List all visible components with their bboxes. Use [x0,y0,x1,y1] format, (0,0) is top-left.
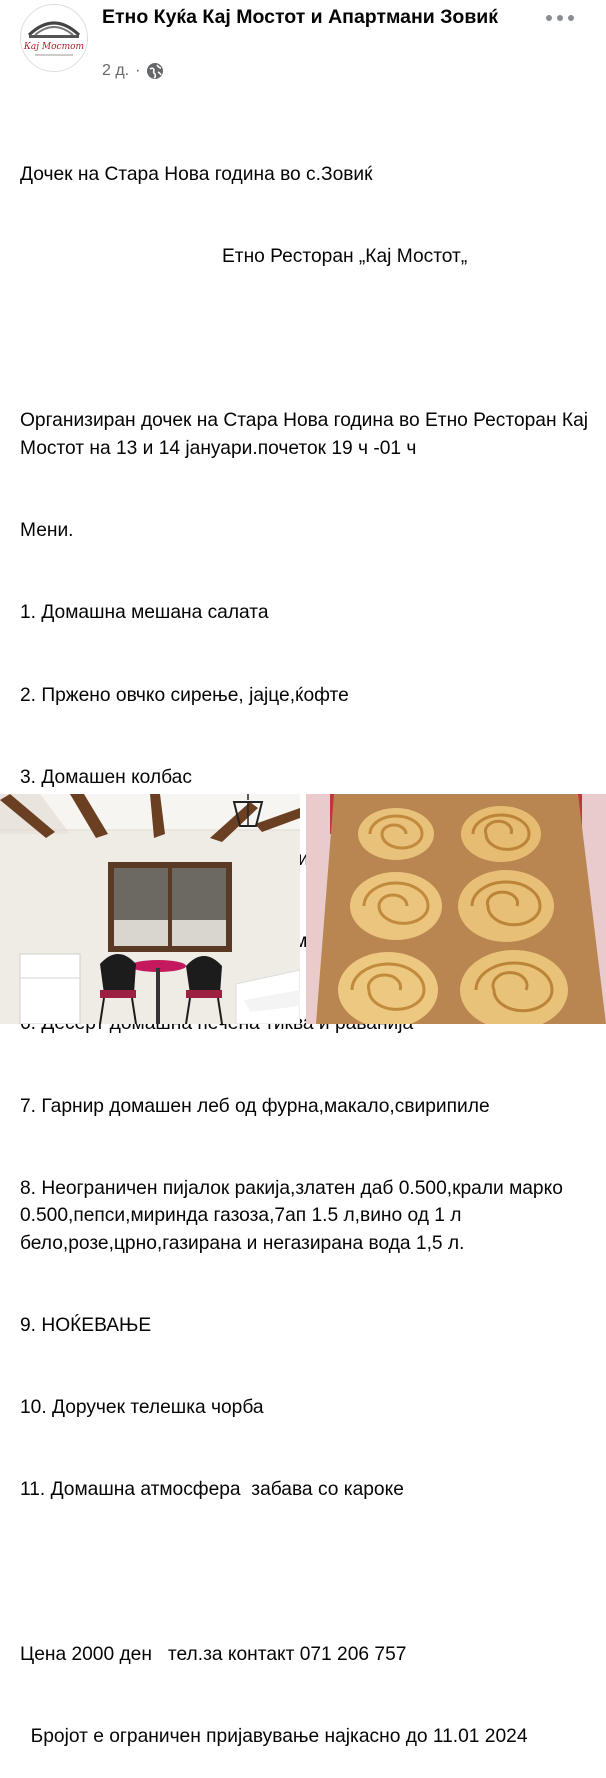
menu-item: 8. Неограничен пијалок ракија,златен даб 0.500,крали марко 0.500,пепси,миринда газоза,7ап 1.5 л,вино од 1 л бело,розе,црно,газирана и негазирана вода 1,5 л. [20,1177,569,1254]
menu-item: 3. Домашен колбас [20,766,192,788]
more-dots-icon[interactable] [540,6,580,30]
menu-item: 1. Домашна мешана салата [20,602,269,624]
limit-line: Бројот е ограничен пријавување најкасно до 11.01 2024 [20,1725,528,1747]
post-time[interactable]: 2 д. [102,62,130,79]
menu-item: 9. НОЌЕВАЊЕ [20,1314,152,1336]
post-intro: Организиран дочек на Стара Нова година во Етно Ресторан Кај Мостот на 13 и 14 јануари.почеток 19 ч -01 ч [20,410,594,459]
price-contact-line: Цена 2000 ден тел.за контакт 071 206 757 [20,1643,407,1665]
post-meta [102,60,164,82]
menu-item: 7. Гарнир домашен леб од фурна,макало,свирипиле [20,1095,490,1117]
globe-icon [146,62,164,80]
menu-label: Мени. [20,520,74,542]
svg-text:Кај Мостот: Кај Мостот [23,42,85,52]
post-title-line-1: Дочек на Стара Нова година во с.Зовиќ [20,163,373,185]
menu-item: 10. Доручек телешка чорба [20,1397,264,1419]
page-name[interactable]: Етно Куќа Кај Мостот и Апартмани Зовиќ [102,6,499,28]
menu-item: 2. Пржено овчко сирење, јајце,ќофте [20,684,349,706]
meta-separator: · [135,62,141,79]
photo-grid [0,794,606,1024]
apartment-room-photo[interactable] [0,794,300,1024]
post-header [0,0,606,96]
page-avatar[interactable] [20,4,88,72]
menu-item: 11. Домашна атмосфера забава со кароке [20,1479,404,1501]
post-title-line-2: Етно Ресторан „Кај Мостот„ [222,246,468,268]
logo-image [21,5,87,71]
pastry-tray-photo[interactable] [306,794,606,1024]
